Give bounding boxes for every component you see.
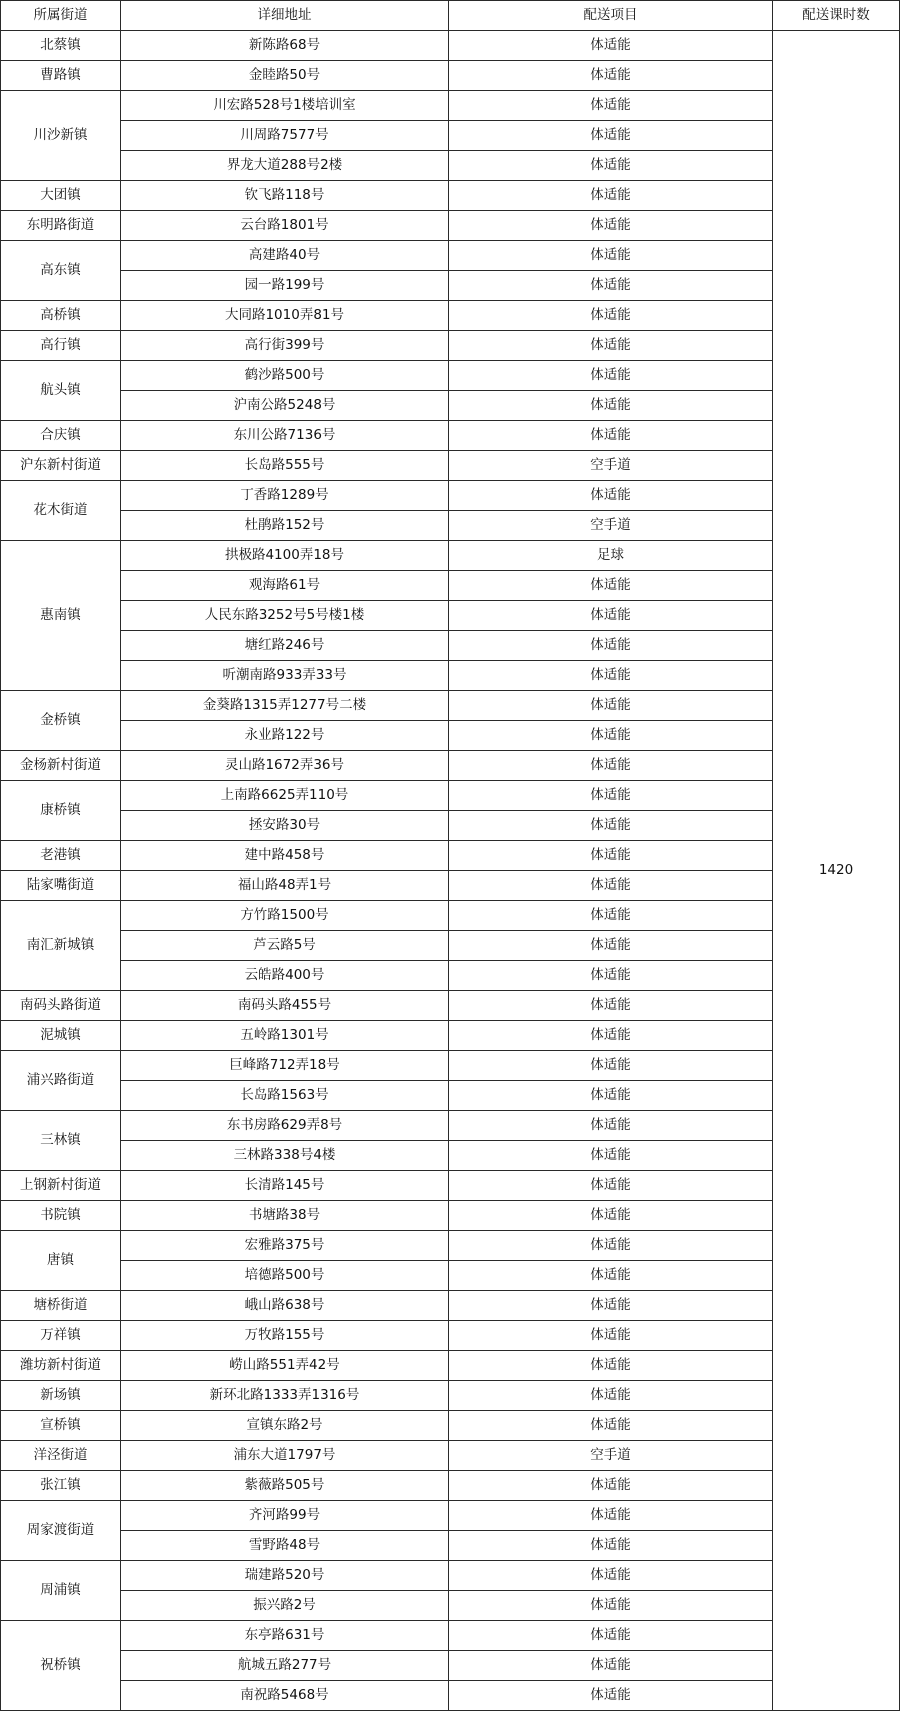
address-cell: 航城五路277号 xyxy=(121,1651,449,1681)
project-cell: 体适能 xyxy=(449,1081,773,1111)
street-cell: 东明路街道 xyxy=(1,211,121,241)
street-cell: 南码头路街道 xyxy=(1,991,121,1021)
table-row xyxy=(1,991,900,1021)
address-cell: 沪南公路5248号 xyxy=(121,391,449,421)
address-cell: 福山路48弄1号 xyxy=(121,871,449,901)
table-row xyxy=(1,541,900,571)
street-cell: 洋泾街道 xyxy=(1,1441,121,1471)
address-cell: 方竹路1500号 xyxy=(121,901,449,931)
project-cell: 体适能 xyxy=(449,1051,773,1081)
table-row xyxy=(1,1651,900,1681)
table-row xyxy=(1,1471,900,1501)
table-row xyxy=(1,631,900,661)
address-cell: 新环北路1333弄1316号 xyxy=(121,1381,449,1411)
table-row xyxy=(1,31,900,61)
address-cell: 人民东路3252号5号楼1楼 xyxy=(121,601,449,631)
street-cell: 南汇新城镇 xyxy=(1,901,121,991)
project-cell: 体适能 xyxy=(449,1231,773,1261)
table-row xyxy=(1,91,900,121)
project-cell: 体适能 xyxy=(449,481,773,511)
address-cell: 杜鹃路152号 xyxy=(121,511,449,541)
header-street: 所属街道 xyxy=(1,1,121,31)
address-cell: 东书房路629弄8号 xyxy=(121,1111,449,1141)
project-cell: 体适能 xyxy=(449,301,773,331)
table-row xyxy=(1,841,900,871)
table-row xyxy=(1,421,900,451)
table-row xyxy=(1,481,900,511)
table-header-row xyxy=(1,1,900,31)
total-hours-cell: 1420 xyxy=(773,31,900,1711)
table-body xyxy=(1,31,900,1711)
address-cell: 万牧路155号 xyxy=(121,1321,449,1351)
street-cell: 塘桥街道 xyxy=(1,1291,121,1321)
project-cell: 体适能 xyxy=(449,421,773,451)
project-cell: 体适能 xyxy=(449,661,773,691)
project-cell: 体适能 xyxy=(449,811,773,841)
table-row xyxy=(1,511,900,541)
project-cell: 体适能 xyxy=(449,1681,773,1711)
address-cell: 川宏路528号1楼培训室 xyxy=(121,91,449,121)
table-row xyxy=(1,1291,900,1321)
table-row xyxy=(1,181,900,211)
project-cell: 体适能 xyxy=(449,91,773,121)
address-cell: 培德路500号 xyxy=(121,1261,449,1291)
address-cell: 金葵路1315弄1277号二楼 xyxy=(121,691,449,721)
address-cell: 界龙大道288号2楼 xyxy=(121,151,449,181)
street-cell: 沪东新村街道 xyxy=(1,451,121,481)
project-cell: 体适能 xyxy=(449,181,773,211)
project-cell: 体适能 xyxy=(449,271,773,301)
address-cell: 新陈路68号 xyxy=(121,31,449,61)
street-cell: 高桥镇 xyxy=(1,301,121,331)
address-cell: 三林路338号4楼 xyxy=(121,1141,449,1171)
address-cell: 长岛路1563号 xyxy=(121,1081,449,1111)
project-cell: 体适能 xyxy=(449,1591,773,1621)
address-cell: 浦东大道1797号 xyxy=(121,1441,449,1471)
project-cell: 体适能 xyxy=(449,1381,773,1411)
address-cell: 高行街399号 xyxy=(121,331,449,361)
project-cell: 体适能 xyxy=(449,1021,773,1051)
table-row xyxy=(1,1321,900,1351)
table-row xyxy=(1,691,900,721)
street-cell: 上钢新村街道 xyxy=(1,1171,121,1201)
table-row xyxy=(1,1441,900,1471)
street-cell: 北蔡镇 xyxy=(1,31,121,61)
table-row xyxy=(1,1021,900,1051)
project-cell: 足球 xyxy=(449,541,773,571)
table-row xyxy=(1,751,900,781)
address-cell: 高建路40号 xyxy=(121,241,449,271)
street-cell: 周浦镇 xyxy=(1,1561,121,1621)
table-row xyxy=(1,301,900,331)
project-cell: 体适能 xyxy=(449,871,773,901)
table-row xyxy=(1,961,900,991)
address-cell: 南码头路455号 xyxy=(121,991,449,1021)
street-cell: 周家渡街道 xyxy=(1,1501,121,1561)
street-cell: 惠南镇 xyxy=(1,541,121,691)
table-row xyxy=(1,1591,900,1621)
project-cell: 体适能 xyxy=(449,1261,773,1291)
project-cell: 体适能 xyxy=(449,1141,773,1171)
street-cell: 康桥镇 xyxy=(1,781,121,841)
table-row xyxy=(1,1261,900,1291)
address-cell: 建中路458号 xyxy=(121,841,449,871)
project-cell: 体适能 xyxy=(449,601,773,631)
address-cell: 园一路199号 xyxy=(121,271,449,301)
project-cell: 体适能 xyxy=(449,781,773,811)
street-cell: 高行镇 xyxy=(1,331,121,361)
street-cell: 书院镇 xyxy=(1,1201,121,1231)
table-row xyxy=(1,1561,900,1591)
address-cell: 宏雅路375号 xyxy=(121,1231,449,1261)
address-cell: 云皓路400号 xyxy=(121,961,449,991)
table-row xyxy=(1,1501,900,1531)
project-cell: 体适能 xyxy=(449,1411,773,1441)
project-cell: 体适能 xyxy=(449,361,773,391)
address-cell: 东川公路7136号 xyxy=(121,421,449,451)
table-row xyxy=(1,121,900,151)
address-cell: 宣镇东路2号 xyxy=(121,1411,449,1441)
project-cell: 体适能 xyxy=(449,1351,773,1381)
project-cell: 空手道 xyxy=(449,1441,773,1471)
table-row xyxy=(1,871,900,901)
address-cell: 上南路6625弄110号 xyxy=(121,781,449,811)
address-cell: 鹤沙路500号 xyxy=(121,361,449,391)
address-cell: 云台路1801号 xyxy=(121,211,449,241)
table-row xyxy=(1,1411,900,1441)
table-row xyxy=(1,601,900,631)
table-row xyxy=(1,271,900,301)
table-row xyxy=(1,1231,900,1261)
address-cell: 永业路122号 xyxy=(121,721,449,751)
table-row xyxy=(1,811,900,841)
project-cell: 体适能 xyxy=(449,961,773,991)
table-row xyxy=(1,781,900,811)
street-cell: 潍坊新村街道 xyxy=(1,1351,121,1381)
street-cell: 合庆镇 xyxy=(1,421,121,451)
street-cell: 万祥镇 xyxy=(1,1321,121,1351)
table-row xyxy=(1,331,900,361)
table-row xyxy=(1,361,900,391)
address-cell: 崂山路551弄42号 xyxy=(121,1351,449,1381)
table-row xyxy=(1,931,900,961)
street-cell: 大团镇 xyxy=(1,181,121,211)
header-hours: 配送课时数 xyxy=(773,1,900,31)
address-cell: 雪野路48号 xyxy=(121,1531,449,1561)
street-cell: 花木街道 xyxy=(1,481,121,541)
project-cell: 体适能 xyxy=(449,691,773,721)
street-cell: 高东镇 xyxy=(1,241,121,301)
project-cell: 体适能 xyxy=(449,931,773,961)
street-cell: 祝桥镇 xyxy=(1,1621,121,1711)
address-cell: 长岛路555号 xyxy=(121,451,449,481)
table-row xyxy=(1,1351,900,1381)
project-cell: 体适能 xyxy=(449,1561,773,1591)
street-cell: 唐镇 xyxy=(1,1231,121,1291)
address-cell: 灵山路1672弄36号 xyxy=(121,751,449,781)
project-cell: 体适能 xyxy=(449,901,773,931)
street-cell: 浦兴路街道 xyxy=(1,1051,121,1111)
project-cell: 体适能 xyxy=(449,841,773,871)
table-row xyxy=(1,61,900,91)
table-row xyxy=(1,1201,900,1231)
table-row xyxy=(1,451,900,481)
project-cell: 体适能 xyxy=(449,211,773,241)
street-cell: 宣桥镇 xyxy=(1,1411,121,1441)
address-cell: 齐河路99号 xyxy=(121,1501,449,1531)
street-cell: 泥城镇 xyxy=(1,1021,121,1051)
address-cell: 拱极路4100弄18号 xyxy=(121,541,449,571)
address-cell: 书塘路38号 xyxy=(121,1201,449,1231)
table-row xyxy=(1,1141,900,1171)
table-row xyxy=(1,1621,900,1651)
project-cell: 体适能 xyxy=(449,331,773,361)
project-cell: 体适能 xyxy=(449,391,773,421)
address-cell: 东亭路631号 xyxy=(121,1621,449,1651)
table-row xyxy=(1,151,900,181)
table-row xyxy=(1,721,900,751)
table-row xyxy=(1,391,900,421)
project-cell: 体适能 xyxy=(449,1501,773,1531)
street-cell: 川沙新镇 xyxy=(1,91,121,181)
project-cell: 体适能 xyxy=(449,1111,773,1141)
street-cell: 老港镇 xyxy=(1,841,121,871)
street-cell: 陆家嘴街道 xyxy=(1,871,121,901)
table-row xyxy=(1,211,900,241)
table-row xyxy=(1,1381,900,1411)
project-cell: 体适能 xyxy=(449,121,773,151)
address-cell: 塘红路246号 xyxy=(121,631,449,661)
address-cell: 钦飞路118号 xyxy=(121,181,449,211)
project-cell: 体适能 xyxy=(449,631,773,661)
address-cell: 芦云路5号 xyxy=(121,931,449,961)
project-cell: 体适能 xyxy=(449,61,773,91)
table-row xyxy=(1,571,900,601)
header-address: 详细地址 xyxy=(121,1,449,31)
address-cell: 长清路145号 xyxy=(121,1171,449,1201)
street-cell: 张江镇 xyxy=(1,1471,121,1501)
project-cell: 体适能 xyxy=(449,151,773,181)
address-cell: 峨山路638号 xyxy=(121,1291,449,1321)
street-cell: 航头镇 xyxy=(1,361,121,421)
project-cell: 体适能 xyxy=(449,721,773,751)
project-cell: 体适能 xyxy=(449,1201,773,1231)
address-cell: 川周路7577号 xyxy=(121,121,449,151)
address-cell: 拯安路30号 xyxy=(121,811,449,841)
project-cell: 体适能 xyxy=(449,31,773,61)
address-cell: 大同路1010弄81号 xyxy=(121,301,449,331)
street-cell: 三林镇 xyxy=(1,1111,121,1171)
table-row xyxy=(1,241,900,271)
table-row xyxy=(1,1171,900,1201)
address-cell: 金睦路50号 xyxy=(121,61,449,91)
table-row xyxy=(1,1681,900,1711)
project-cell: 体适能 xyxy=(449,1531,773,1561)
address-cell: 巨峰路712弄18号 xyxy=(121,1051,449,1081)
address-cell: 紫薇路505号 xyxy=(121,1471,449,1501)
street-cell: 新场镇 xyxy=(1,1381,121,1411)
address-cell: 五岭路1301号 xyxy=(121,1021,449,1051)
project-cell: 体适能 xyxy=(449,1651,773,1681)
table-row xyxy=(1,1051,900,1081)
address-cell: 听潮南路933弄33号 xyxy=(121,661,449,691)
address-cell: 瑞建路520号 xyxy=(121,1561,449,1591)
table-row xyxy=(1,1111,900,1141)
address-cell: 振兴路2号 xyxy=(121,1591,449,1621)
project-cell: 体适能 xyxy=(449,1291,773,1321)
project-cell: 体适能 xyxy=(449,991,773,1021)
project-cell: 体适能 xyxy=(449,1171,773,1201)
street-cell: 金桥镇 xyxy=(1,691,121,751)
table-row xyxy=(1,901,900,931)
address-cell: 南祝路5468号 xyxy=(121,1681,449,1711)
street-cell: 曹路镇 xyxy=(1,61,121,91)
table-row xyxy=(1,661,900,691)
table-row xyxy=(1,1081,900,1111)
project-cell: 体适能 xyxy=(449,1471,773,1501)
street-cell: 金杨新村街道 xyxy=(1,751,121,781)
project-cell: 空手道 xyxy=(449,511,773,541)
table-row xyxy=(1,1531,900,1561)
project-cell: 体适能 xyxy=(449,1321,773,1351)
header-project: 配送项目 xyxy=(449,1,773,31)
project-cell: 空手道 xyxy=(449,451,773,481)
project-cell: 体适能 xyxy=(449,751,773,781)
address-cell: 观海路61号 xyxy=(121,571,449,601)
project-cell: 体适能 xyxy=(449,241,773,271)
project-cell: 体适能 xyxy=(449,571,773,601)
project-cell: 体适能 xyxy=(449,1621,773,1651)
address-cell: 丁香路1289号 xyxy=(121,481,449,511)
